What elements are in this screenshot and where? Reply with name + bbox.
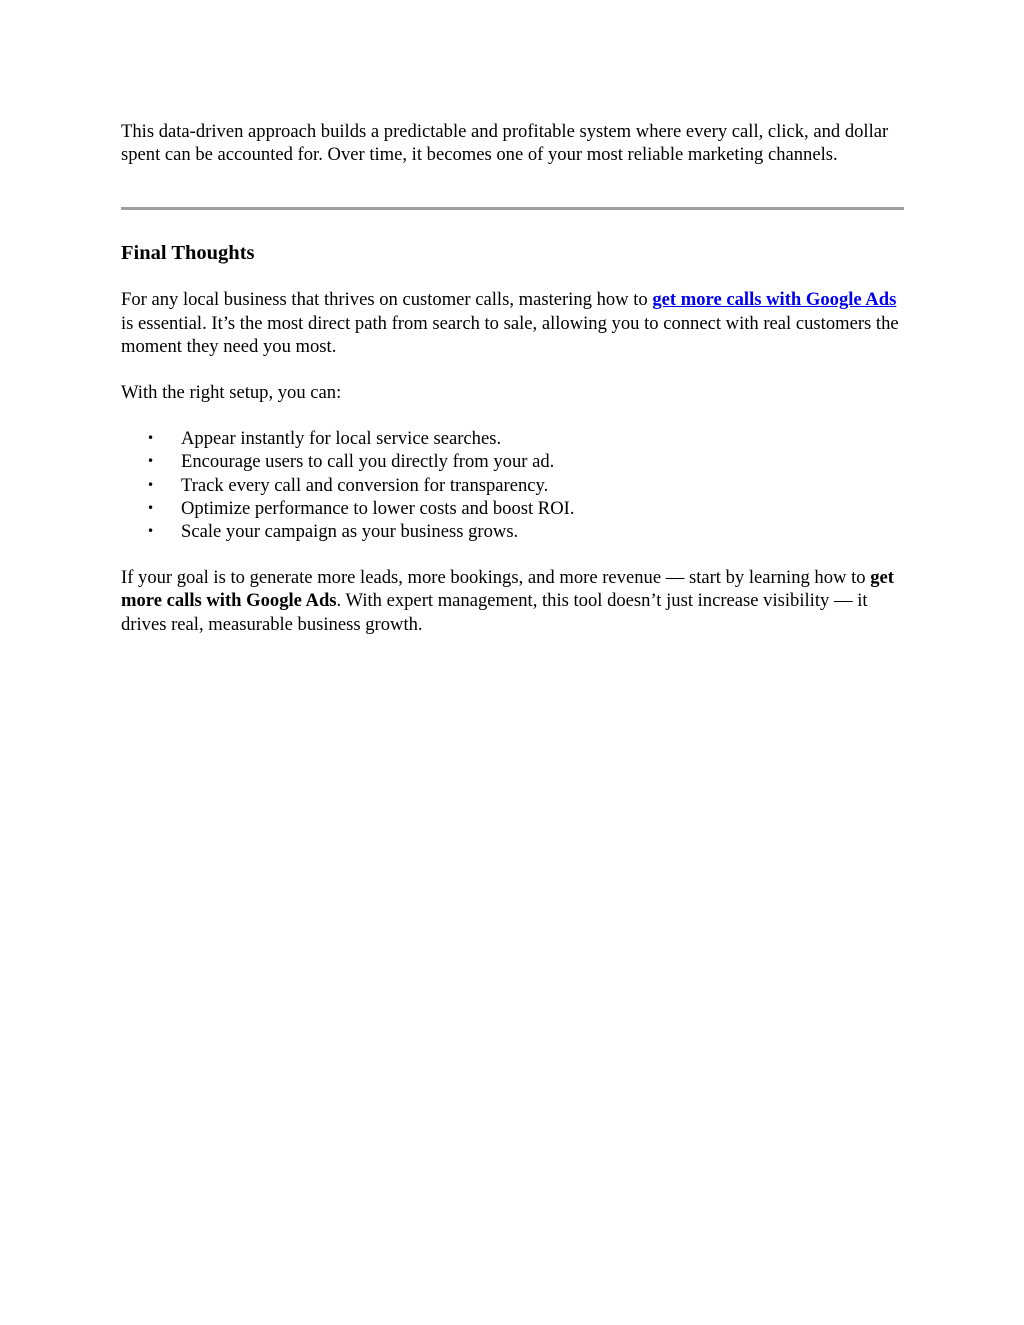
list-item [121,497,904,520]
list-item [121,520,904,543]
bullet-icon: • [147,500,155,515]
list-item [121,427,904,450]
list-item-text: Optimize performance to lower costs and boost ROI. [181,497,575,519]
horizontal-divider [121,207,904,210]
bold-keyword: get more calls with Google Ads [121,567,894,612]
para3-text-before: If your goal is to generate more leads, more bookings, and more revenue — start by learning how to [121,567,871,589]
setup-paragraph: With the right setup, you can: [121,382,342,404]
list-item-text: Track every call and conversion for transparency. [181,474,549,496]
para1-text-before: For any local business that thrives on customer calls, mastering how to [121,289,653,311]
list-item [121,450,904,473]
bullet-icon: • [147,524,155,539]
get-more-calls-link[interactable]: get more calls with Google Ads [652,289,897,311]
bullet-icon: • [147,477,155,492]
para1-text-after: is essential. It’s the most direct path from search to sale, allowing you to connect with real customers the moment they need you most. [121,312,899,357]
list-item-text: Appear instantly for local service searches. [181,428,502,450]
intro-final-paragraph [121,288,904,358]
closing-paragraph [121,566,904,636]
intro-paragraph: This data-driven approach builds a predictable and profitable system where every call, click, and dollar spent can be accounted for. Over time, it becomes one of your most reliable marketing channels. [121,121,889,166]
section-heading: Final Thoughts [121,242,255,265]
bullet-icon: • [147,431,155,446]
list-item-text: Scale your campaign as your business grows. [181,521,519,543]
benefits-list [121,427,904,543]
para3-text-after: . With expert management, this tool doesn’t just increase visibility — it drives real, measurable business growth. [121,590,868,635]
document-page [121,120,904,636]
list-item [121,474,904,497]
list-item-text: Encourage users to call you directly from your ad. [181,451,555,473]
bullet-icon: • [147,454,155,469]
